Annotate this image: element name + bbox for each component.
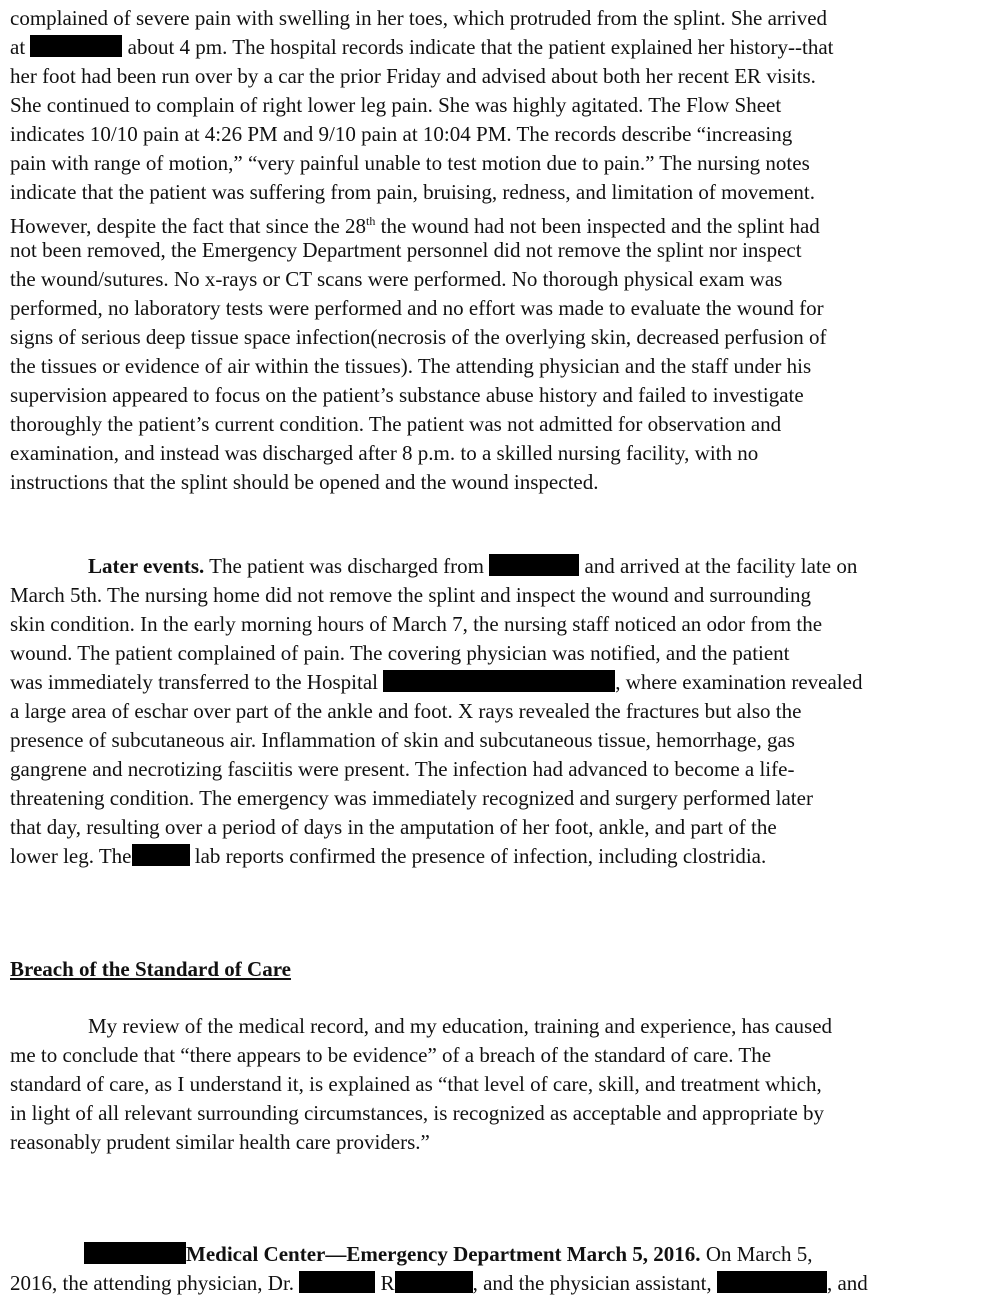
p1-line-14: supervision appeared to focus on the patient’s substance abuse history and failed to investigate [10,383,804,407]
p1-line-13: the tissues or evidence of air within the tissues). The attending physician and the staff under his [10,354,812,378]
p1-line-2 [10,33,833,61]
p4-lead: Medical Center—Emergency Department March 5, 2016. [186,1242,701,1266]
redaction-box [84,1242,186,1264]
p1-line-8-text: the wound had not been inspected and the splint had [380,214,820,238]
p2-line-1-a: The patient was discharged from [204,554,490,578]
however-prefix: However, despite the fact that since the 28 [10,214,367,238]
p3-line-2: me to conclude that “there appears to be evidence” of a breach of the standard of care. The [10,1043,772,1067]
p2-line-4: wound. The patient complained of pain. The covering physician was notified, and the patient [10,641,790,665]
p2-line-11-a: lower leg. The [10,844,132,868]
p1-line-16: examination, and instead was discharged after 8 p.m. to a skilled nursing facility, with no [10,441,759,465]
p4-line-2 [10,1269,868,1297]
p2-line-5-a: was immediately transferred to the Hospital [10,670,384,694]
section-heading: Breach of the Standard of Care [10,957,291,981]
at-prefix: at [10,35,26,59]
p3-line-5: reasonably prudent similar health care providers.” [10,1130,430,1154]
p2-line-8: gangrene and necrotizing fasciitis were present. The infection had advanced to become a life- [10,757,795,781]
p2-line-7: presence of subcutaneous air. Inflammation of skin and subcutaneous tissue, hemorrhage, gas [10,728,795,752]
p1-line-6: pain with range of motion,” “very painful unable to test motion due to pain.” The nursing notes [10,151,810,175]
p2-line-10: that day, resulting over a period of days in the amputation of her foot, ankle, and part of the [10,815,777,839]
redaction-box [383,670,615,692]
redaction-box [489,554,579,576]
p2-line-1 [88,552,857,580]
p1-line-10: the wound/sutures. No x-rays or CT scans were performed. No thorough physical exam was [10,267,783,291]
p1-line-3: her foot had been run over by a car the prior Friday and advised about both her recent ER visits. [10,64,816,88]
redaction-box [30,35,122,57]
p1-line-5: indicates 10/10 pain at 4:26 PM and 9/10 pain at 10:04 PM. The records describe “increasing [10,122,793,146]
p2-line-11-b: lab reports confirmed the presence of infection, including clostridia. [189,844,767,868]
p1-line-9: not been removed, the Emergency Department personnel did not remove the splint nor inspect [10,238,802,262]
p4-line-2-c: , and the physician assistant, [472,1271,717,1295]
p1-line-2-text: about 4 pm. The hospital records indicate that the patient explained her history--that [127,35,834,59]
redaction-box [717,1271,827,1293]
p2-line-6: a large area of eschar over part of the ankle and foot. X rays revealed the fractures but also the [10,699,802,723]
p1-line-15: thoroughly the patient’s current condition. The patient was not admitted for observation and [10,412,782,436]
p1-line-17: instructions that the splint should be opened and the wound inspected. [10,470,599,494]
p4-line-2-a: 2016, the attending physician, Dr. [10,1271,300,1295]
superscript-th: th [366,214,376,228]
p2-line-2: March 5th. The nursing home did not remove the splint and inspect the wound and surrounding [10,583,811,607]
p2-line-5 [10,668,862,696]
p4-line-1 [84,1240,813,1268]
redaction-box [299,1271,375,1293]
p1-line-4: She continued to complain of right lower leg pain. She was highly agitated. The Flow Sheet [10,93,782,117]
p1-line-1: complained of severe pain with swelling in her toes, which protruded from the splint. She arrived [10,6,828,30]
p4-line-2-d: , and [826,1271,868,1295]
p1-line-8 [10,207,820,238]
p1-line-7: indicate that the patient was suffering from pain, bruising, redness, and limitation of movement. [10,180,816,204]
p4-line-1-rest: On March 5, [700,1242,813,1266]
p2-line-9: threatening condition. The emergency was immediately recognized and surgery performed later [10,786,813,810]
p1-line-12: signs of serious deep tissue space infection(necrosis of the overlying skin, decreased perfusion of [10,325,827,349]
redaction-box [395,1271,473,1293]
p2-line-5-b: , where examination revealed [615,670,863,694]
p3-line-4: in light of all relevant surrounding circumstances, is recognized as acceptable and appropriate by [10,1101,825,1125]
p4-line-2-b: R [380,1271,395,1295]
p3-line-1: My review of the medical record, and my education, training and experience, has caused [88,1014,833,1038]
later-events-lead: Later events. [88,554,205,578]
redaction-box [132,844,190,866]
p2-line-3: skin condition. In the early morning hours of March 7, the nursing staff noticed an odor from the [10,612,823,636]
p3-line-3: standard of care, as I understand it, is explained as “that level of care, skill, and treatment which, [10,1072,822,1096]
p2-line-1-b: and arrived at the facility late on [579,554,858,578]
p2-line-11 [10,842,766,870]
p1-line-11: performed, no laboratory tests were performed and no effort was made to evaluate the wound for [10,296,824,320]
